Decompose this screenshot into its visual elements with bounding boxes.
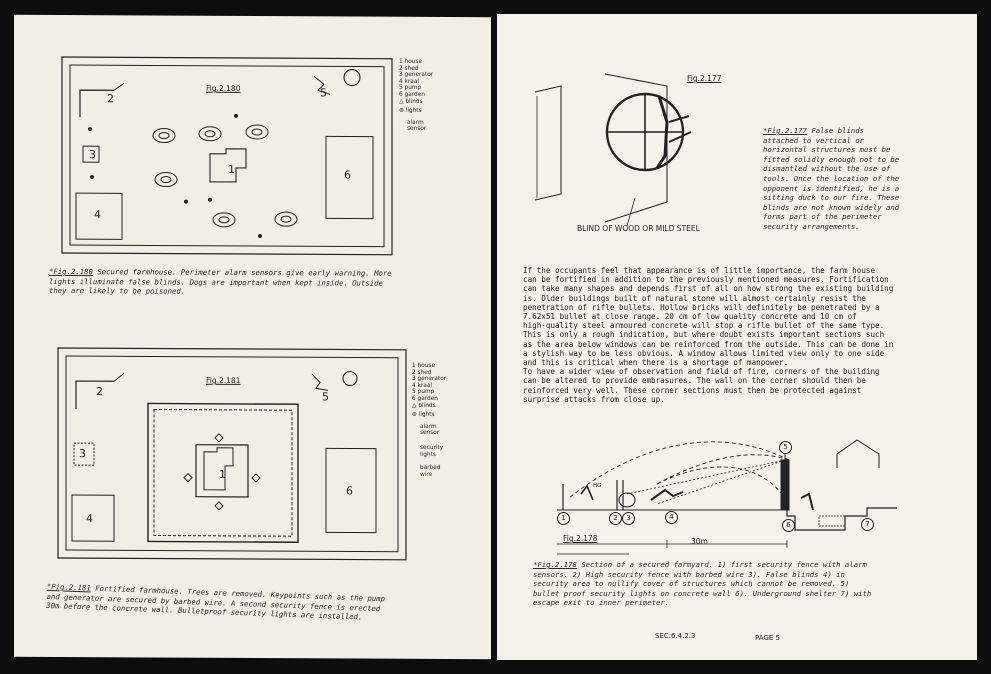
fig-2-180-label-garden: 6 bbox=[344, 168, 351, 182]
fig-2-177-caption: *Fig.2.177 False blinds attached to vertical or horizontal structures must be fitted solidly enough not to be dismantled without the use of tools. Once the location of the opponent is identified, he is a sitting duck to our fire. These blinds are not known widely and forms part of the perimeter security arrangements. bbox=[763, 126, 900, 231]
marker-5: 5 bbox=[779, 441, 792, 454]
fig-2-181-label-house: 1 bbox=[219, 467, 226, 481]
left-page bbox=[14, 15, 491, 659]
fig-2-180-label-kraal: 4 bbox=[94, 208, 101, 222]
fig-2-181-label-shed: 2 bbox=[96, 385, 103, 399]
false-blinds bbox=[153, 124, 297, 227]
fig-2-180-label-pump: 5 bbox=[320, 86, 327, 100]
marker-7: 7 bbox=[861, 518, 874, 531]
fig-2-178-hg-label: HG bbox=[593, 483, 602, 489]
marker-3: 3 bbox=[622, 512, 635, 525]
fig-2-177-blind-label: BLIND OF WOOD OR MILD STEEL bbox=[577, 224, 700, 233]
fig-2-178-title: Fig.2.178 bbox=[563, 534, 598, 543]
fig-2-180-label-generator: 3 bbox=[89, 148, 96, 162]
fig-2-181-label-garden: 6 bbox=[346, 484, 353, 498]
body-paragraph: If the occupants feel that appearance is of little importance, the farm house can be fortified in addition to the previously mentioned measures. Fortification can take many shapes and depends first of all on how strong the existing building is. Older buildings built of natural stone will almost certainly resist the penetration of rifle bullets. Hollow bricks will definitely be penetrated by a 7.62x51 bullet at close range. 20 cm of low quality concrete and 10 cm of high-quality steel armoured concrete will stop a rifle bullet of the same type. This is only a rough indication, but where doubt exists important sections such as the area below windows can be reinforced from the outside. This can be done in a stylish way to be less obvious. A window allows limited view only to one side and this is critical when there is a shortage of manpower. To have a wider view of observation and field of fire, corners of the building can be altered to provide embrasures. The wall on the corner should then be reinforced very well. These corner sections must then be protected against surprise attacks from close up. bbox=[523, 266, 894, 404]
concrete-wall bbox=[781, 460, 789, 510]
fig-2-178-distance: 30m bbox=[691, 537, 708, 546]
section-number: SEC.6.4.2.3 bbox=[655, 632, 696, 640]
fig-2-180-caption: *Fig.2.180 Secured farmhouse. Perimeter alarm sensors give early warning. More lights illuminate false blinds. Dogs are important when kept inside. Outside they are likely to be poisoned. bbox=[49, 266, 392, 296]
fig-2-181-legend: 1 house 2 shed 3 generator 4 kraal 5 pump 6 garden △ blinds ⊛ lights alarm sensor security lights barbed wire bbox=[412, 362, 447, 478]
fig-2-180-label-shed: 2 bbox=[107, 92, 114, 106]
fig-2-181-title: Fig.2.181 bbox=[206, 375, 241, 385]
fig-2-181-caption: *Fig.2.181 Fortified farmhouse. Trees are removed. Keypoints such as the pump and generator are secured by barbed wire. A second security fence is erected 30m before the concrete wall. Bulletproof security lights are installed. bbox=[46, 581, 386, 622]
fig-2-178-drawing bbox=[557, 440, 897, 554]
fig-2-180-legend: 1 house 2 shed 3 generator 4 kraal 5 pump 6 garden △ blinds ⊛ lights alarm sensor bbox=[399, 58, 434, 133]
right-page bbox=[497, 14, 977, 660]
fig-2-177-drawing bbox=[535, 74, 691, 226]
marker-6: 6 bbox=[782, 519, 795, 532]
fig-2-181-label-kraal: 4 bbox=[86, 512, 93, 526]
fig-2-178-caption: *Fig.2.178 Section of a secured farmyard. 1) first security fence with alarm sensors. 2) High security fence with barbed wire 3). False blinds 4) in security area to nullify cover of structures which cannot be removed. 5) bullet proof security lights on concrete wall 6). Underground shelter 7) with escape exit to inner perimeter. bbox=[533, 560, 872, 608]
page-number: PAGE 5 bbox=[755, 634, 780, 642]
fig-2-180-title: Fig.2.180 bbox=[206, 83, 241, 93]
marker-1: 1 bbox=[557, 512, 570, 525]
marker-2: 2 bbox=[609, 512, 622, 525]
fig-2-181-label-pump: 5 bbox=[322, 390, 329, 404]
fig-2-177-title: Fig.2.177 bbox=[687, 74, 722, 83]
fig-2-181-label-generator: 3 bbox=[79, 447, 86, 461]
marker-4: 4 bbox=[665, 511, 678, 524]
fig-2-180-label-house: 1 bbox=[228, 162, 235, 176]
